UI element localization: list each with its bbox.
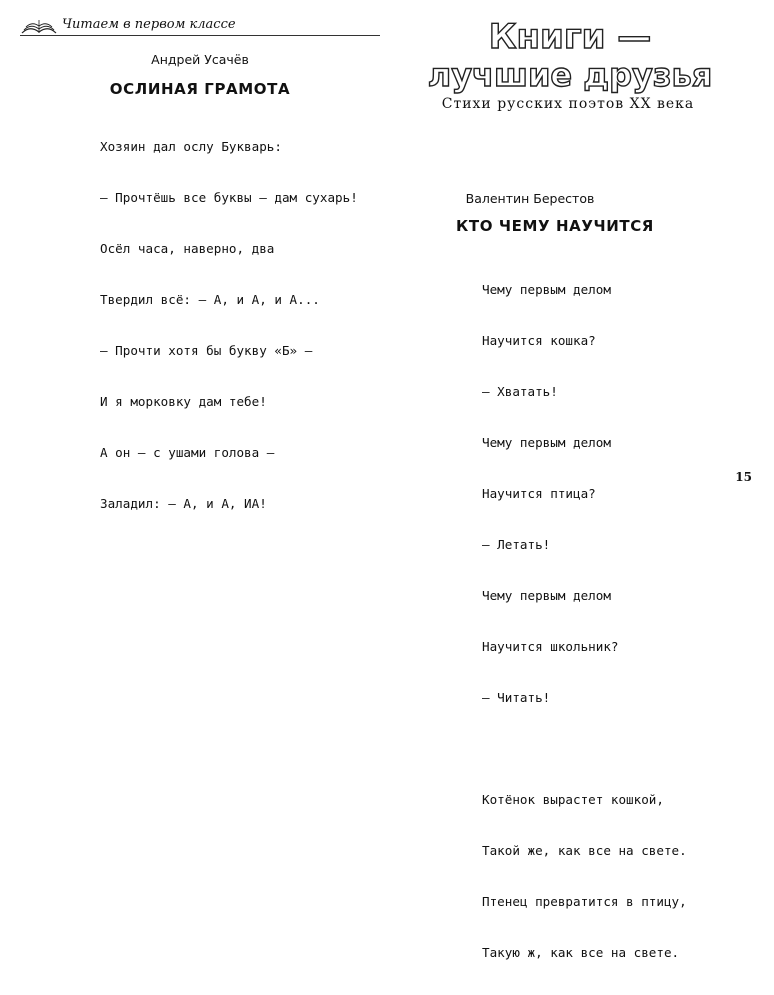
headline-line-1: Книги — — [488, 17, 652, 57]
right-poem-title: КТО ЧЕМУ НАУЧИТСЯ — [456, 217, 654, 235]
poem-line: — Летать! — [482, 537, 551, 552]
poem-line: Научится школьник? — [482, 639, 619, 654]
poem-line: Заладил: — А, и А, ИА! — [100, 496, 267, 511]
running-head-title: Читаем в первом классе — [62, 17, 236, 32]
right-poem-author: Валентин Берестов — [465, 191, 595, 206]
headline-line-2: лучшие друзья — [427, 56, 713, 94]
open-book-icon — [20, 16, 58, 36]
poem-line: Чему первым делом — [482, 282, 611, 297]
poem-line: Чему первым делом — [482, 588, 611, 603]
right-poem-text — [482, 247, 687, 995]
poem-line: Такой же, как все на свете. — [482, 843, 687, 858]
poem-line: И я морковку дам тебе! — [100, 394, 267, 409]
poem-line: Котёнок вырастет кошкой, — [482, 792, 664, 807]
poem-line: Твердил всё: — А, и А, и А... — [100, 292, 320, 307]
stanza-gap — [482, 740, 687, 757]
running-head — [20, 14, 380, 38]
left-poem-title: ОСЛИНАЯ ГРАМОТА — [109, 80, 291, 98]
header-rule — [20, 35, 380, 36]
headline — [410, 14, 730, 94]
left-poem-text — [100, 104, 358, 546]
poem-line: — Прочти хотя бы букву «Б» — — [100, 343, 313, 358]
poem-line: Хозяин дал ослу Букварь: — [100, 139, 282, 154]
headline-subtitle: Стихи русских поэтов XX века — [441, 96, 695, 112]
poem-line: Осёл часа, наверно, два — [100, 241, 275, 256]
poem-line: — Хватать! — [482, 384, 558, 399]
poem-line: Такую ж, как все на свете. — [482, 945, 680, 960]
poem-line: Научится птица? — [482, 486, 596, 501]
poem-line: — Прочтёшь все буквы — дам сухарь! — [100, 190, 358, 205]
poem-line: Чему первым делом — [482, 435, 611, 450]
poem-line: Научится кошка? — [482, 333, 596, 348]
poem-line: Птенец превратится в птицу, — [482, 894, 687, 909]
page-number: 15 — [735, 470, 752, 484]
poem-line: — Читать! — [482, 690, 551, 705]
left-poem-author: Андрей Усачёв — [151, 52, 249, 67]
poem-line: А он — с ушами голова — — [100, 445, 275, 460]
